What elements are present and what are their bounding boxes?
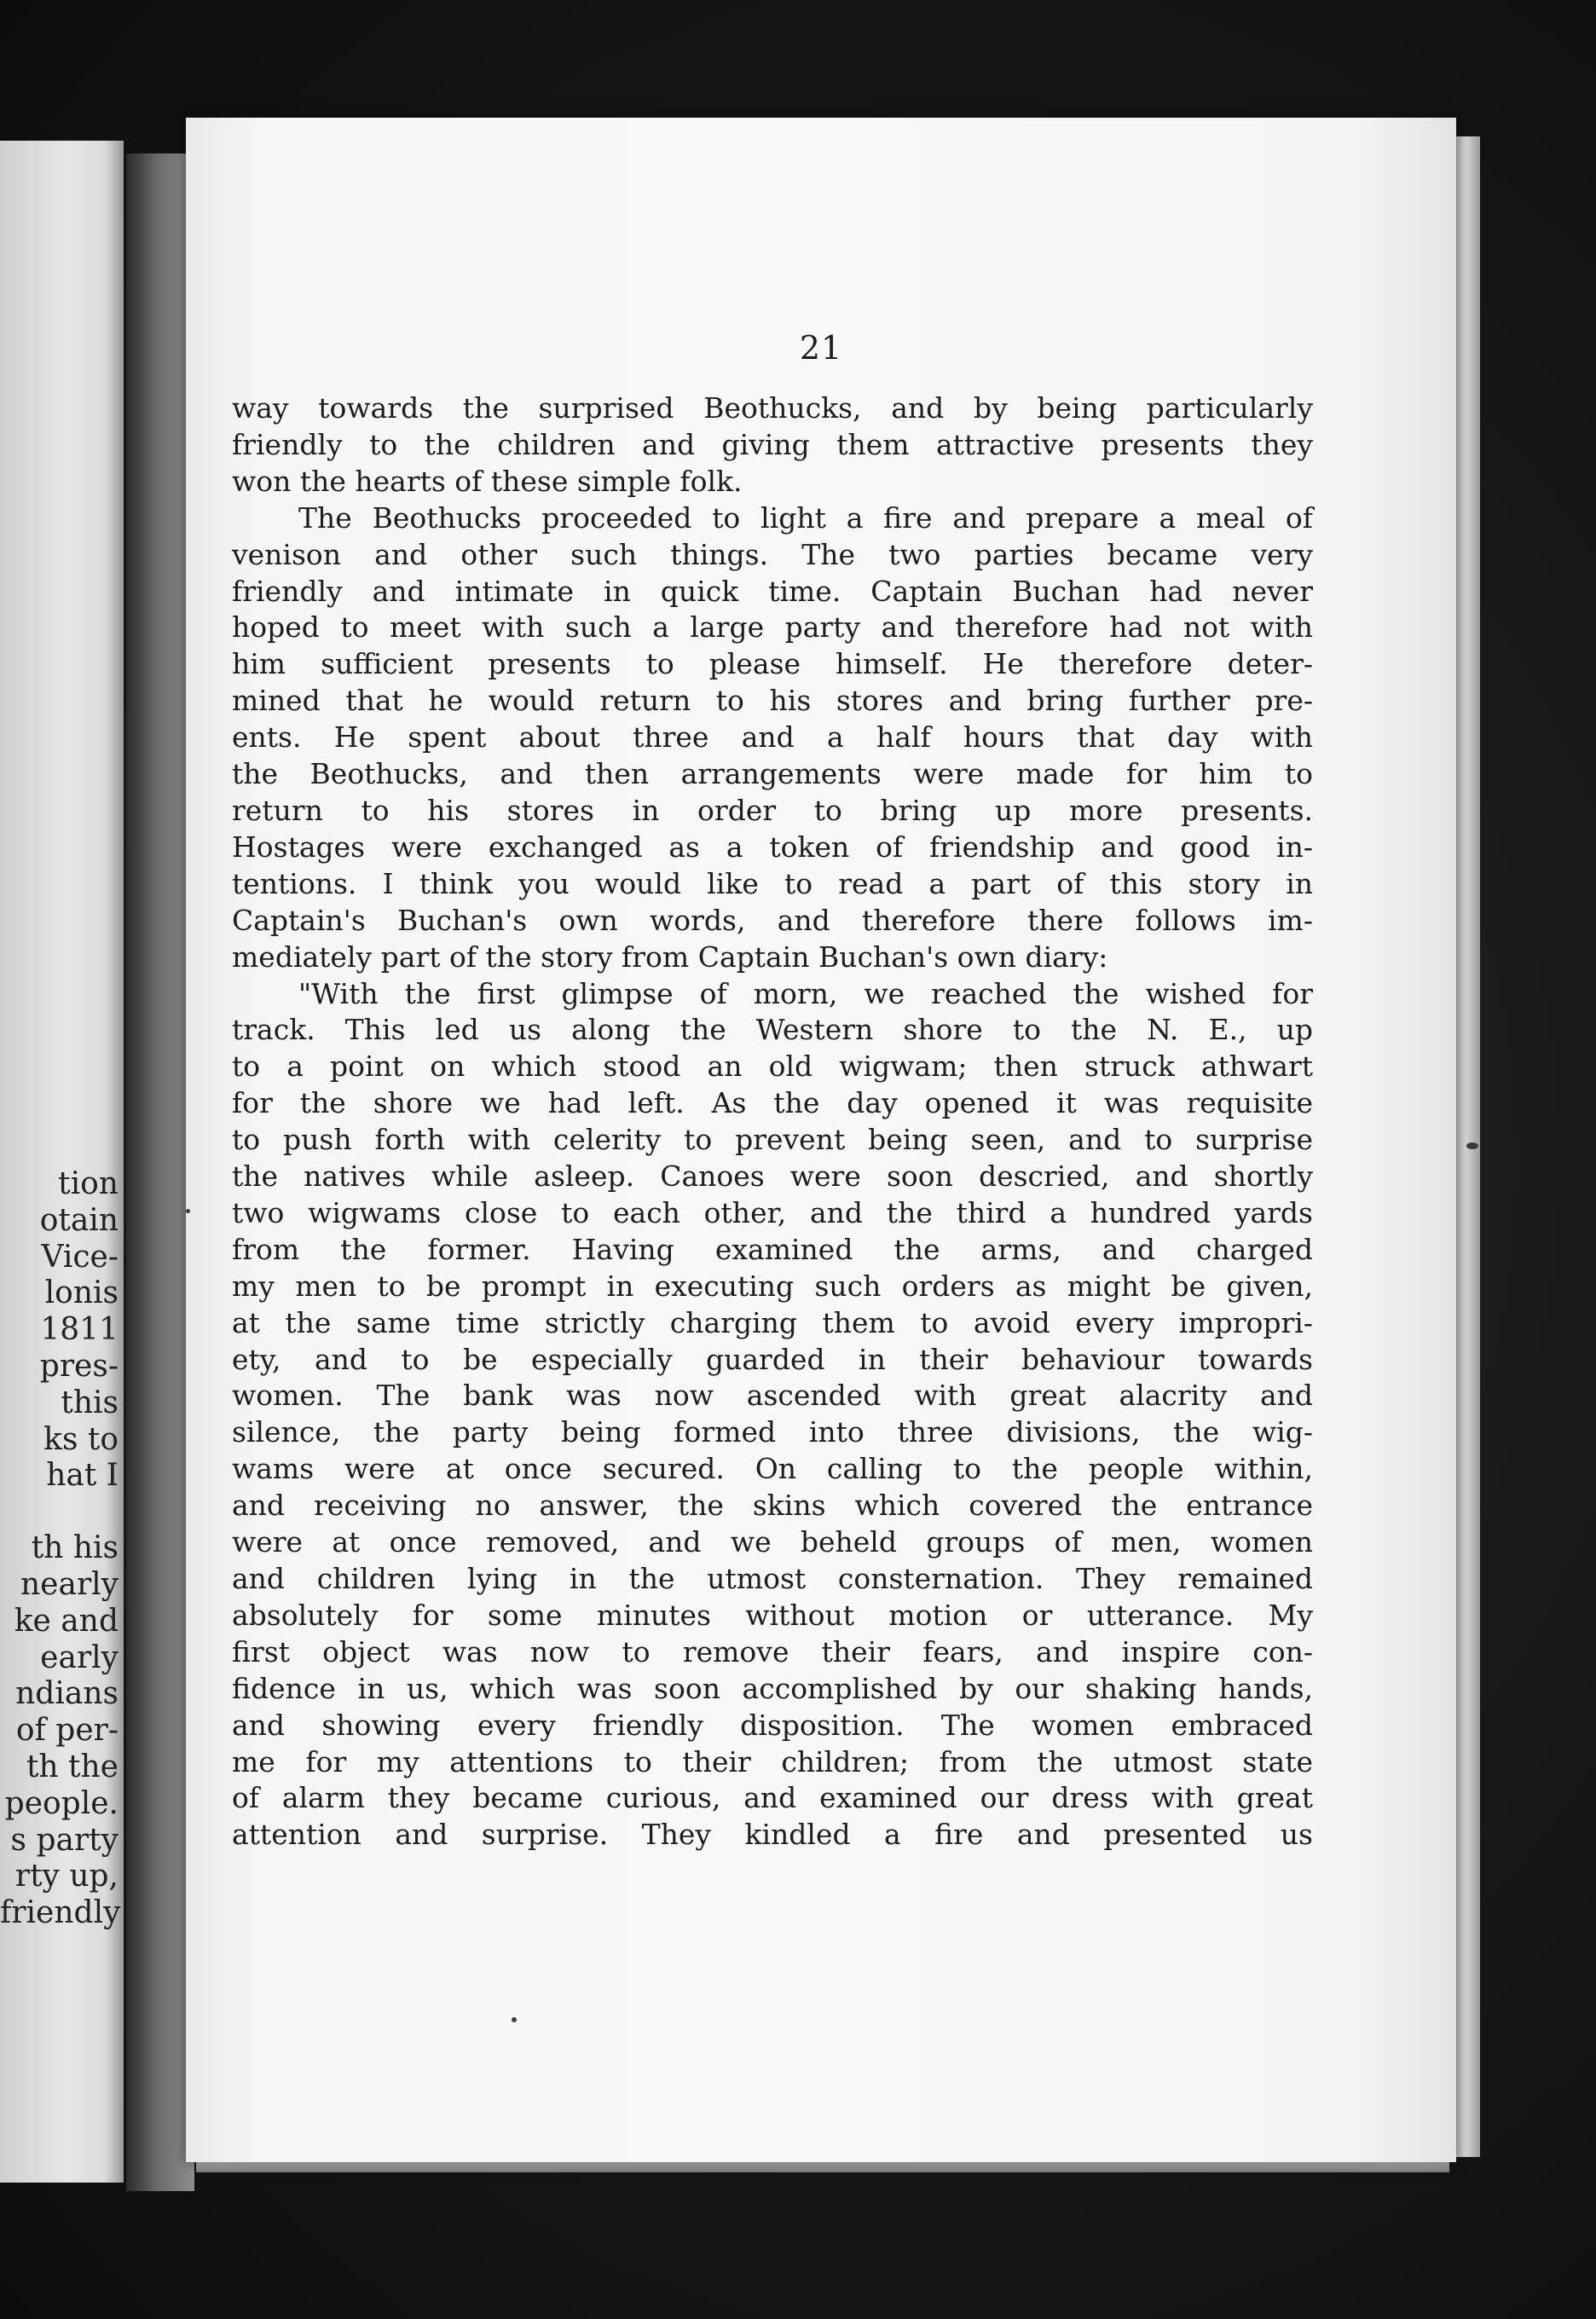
text-line: were at once removed, and we beheld groups of men, women <box>232 1525 1313 1559</box>
text-line: mined that he would return to his stores and bring further pre- <box>232 684 1313 718</box>
book-page <box>186 118 1456 2162</box>
text-line: ety, and to be especially guarded in their behaviour towards <box>232 1342 1313 1376</box>
text-line: to a point on which stood an old wigwam; then struck athwart <box>232 1050 1313 1084</box>
previous-page-fragment: 1811 <box>40 1312 119 1348</box>
page-bottom-edge <box>196 2162 1449 2172</box>
scan-speck <box>512 2017 517 2022</box>
text-line: the natives while asleep. Canoes were soon descried, and shortly <box>232 1160 1313 1194</box>
previous-page-fragment: s party <box>10 1822 119 1858</box>
text-line: way towards the surprised Beothucks, and by being particularly <box>232 391 1313 425</box>
previous-page-fragment: of per- <box>15 1713 119 1749</box>
text-line: fidence in us, which was soon accomplished by our shaking hands, <box>232 1671 1313 1705</box>
text-line: friendly and intimate in quick time. Captain Buchan had never <box>232 574 1313 608</box>
text-line: tentions. I think you would like to read a part of this story in <box>232 866 1313 900</box>
text-line: of alarm they became curious, and examined our dress with great <box>232 1781 1313 1815</box>
page-number: 21 <box>799 329 843 367</box>
text-line: won the hearts of these simple folk. <box>232 464 743 498</box>
paragraph <box>232 500 1313 976</box>
text-line: The Beothucks proceeded to light a fire and prepare a meal of <box>298 500 1313 535</box>
previous-page-fragment: Vice- <box>41 1239 119 1275</box>
previous-page-fragment: tion <box>58 1166 119 1201</box>
text-line: ents. He spent about three and a half hours that day with <box>232 720 1313 755</box>
text-line: mediately part of the story from Captain Buchan's own diary: <box>232 940 1108 974</box>
text-line: wams were at once secured. On calling to the people within, <box>232 1452 1313 1486</box>
text-line: first object was now to remove their fears, and inspire con- <box>232 1634 1313 1668</box>
text-line: friendly to the children and giving them attractive presents they <box>232 427 1313 461</box>
text-line: two wigwams close to each other, and the third a hundred yards <box>232 1195 1313 1229</box>
text-line: Hostages were exchanged as a token of friendship and good in- <box>232 830 1313 864</box>
previous-page-fragment: pres- <box>39 1348 119 1384</box>
text-line: absolutely for some minutes without motion or utterance. My <box>232 1598 1313 1632</box>
text-line: Captain's Buchan's own words, and therefore there follows im- <box>232 903 1313 937</box>
previous-page-fragment: hat I <box>46 1458 119 1494</box>
previous-page-fragment: otain <box>39 1202 119 1238</box>
text-line: to push forth with celerity to prevent being seen, and to surprise <box>232 1123 1313 1157</box>
text-line: venison and other such things. The two parties became very <box>232 537 1313 571</box>
text-line: at the same time strictly charging them to avoid every impropri- <box>232 1305 1313 1339</box>
text-line: return to his stores in order to bring up more presents. <box>232 793 1313 827</box>
text-line: for the shore we had left. As the day opened it was requisite <box>232 1086 1313 1120</box>
text-line: and showing every friendly disposition. The women embraced <box>232 1708 1313 1742</box>
previous-page-fragment: ks to <box>43 1421 119 1457</box>
paragraph <box>232 976 1313 1854</box>
text-line: women. The bank was now ascended with great alacrity and <box>232 1379 1313 1413</box>
text-line: my men to be prompt in executing such orders as might be given, <box>232 1269 1313 1303</box>
text-line: from the former. Having examined the arms, and charged <box>232 1232 1313 1266</box>
previous-page-fragment: ke and <box>14 1603 119 1639</box>
previous-page-fragment: th his <box>31 1530 119 1566</box>
text-line: hoped to meet with such a large party and therefore had not with <box>232 610 1313 645</box>
text-line: attention and surprise. They kindled a fire and presented us <box>232 1818 1313 1852</box>
previous-page-text-fragments <box>0 1166 124 1932</box>
scan-speck <box>186 1209 190 1213</box>
text-line: silence, the party being formed into three divisions, the wig- <box>232 1415 1313 1449</box>
previous-page-fragment: th the <box>26 1749 119 1784</box>
scan-speck <box>1466 1142 1478 1149</box>
previous-page-fragment: people. <box>4 1785 119 1821</box>
text-line: and children lying in the utmost consternation. They remained <box>232 1562 1313 1595</box>
previous-page-fragment: ndians <box>15 1676 119 1712</box>
text-line: and receiving no answer, the skins which covered the entrance <box>232 1489 1313 1523</box>
previous-page-fragment: friendly <box>0 1895 121 1931</box>
fragment-gap <box>0 1495 124 1530</box>
previous-page-fragment: this <box>61 1385 119 1420</box>
text-line: "With the first glimpse of morn, we reached the wished for <box>298 976 1313 1010</box>
previous-page-fragment: lonis <box>44 1275 119 1311</box>
previous-page-fragment: rty up, <box>14 1859 119 1894</box>
text-line: me for my attentions to their children; from the utmost state <box>232 1744 1313 1778</box>
paragraph <box>232 390 1313 500</box>
text-line: the Beothucks, and then arrangements were made for him to <box>232 757 1313 791</box>
previous-page-fragment: early <box>40 1639 119 1675</box>
page-body-text <box>232 390 1313 1853</box>
previous-page-fragment: nearly <box>20 1566 119 1602</box>
text-line: him sufficient presents to please himself. He therefore deter- <box>232 647 1313 681</box>
book-gutter <box>126 153 194 2191</box>
text-line: track. This led us along the Western shore to the N. E., up <box>232 1013 1313 1047</box>
